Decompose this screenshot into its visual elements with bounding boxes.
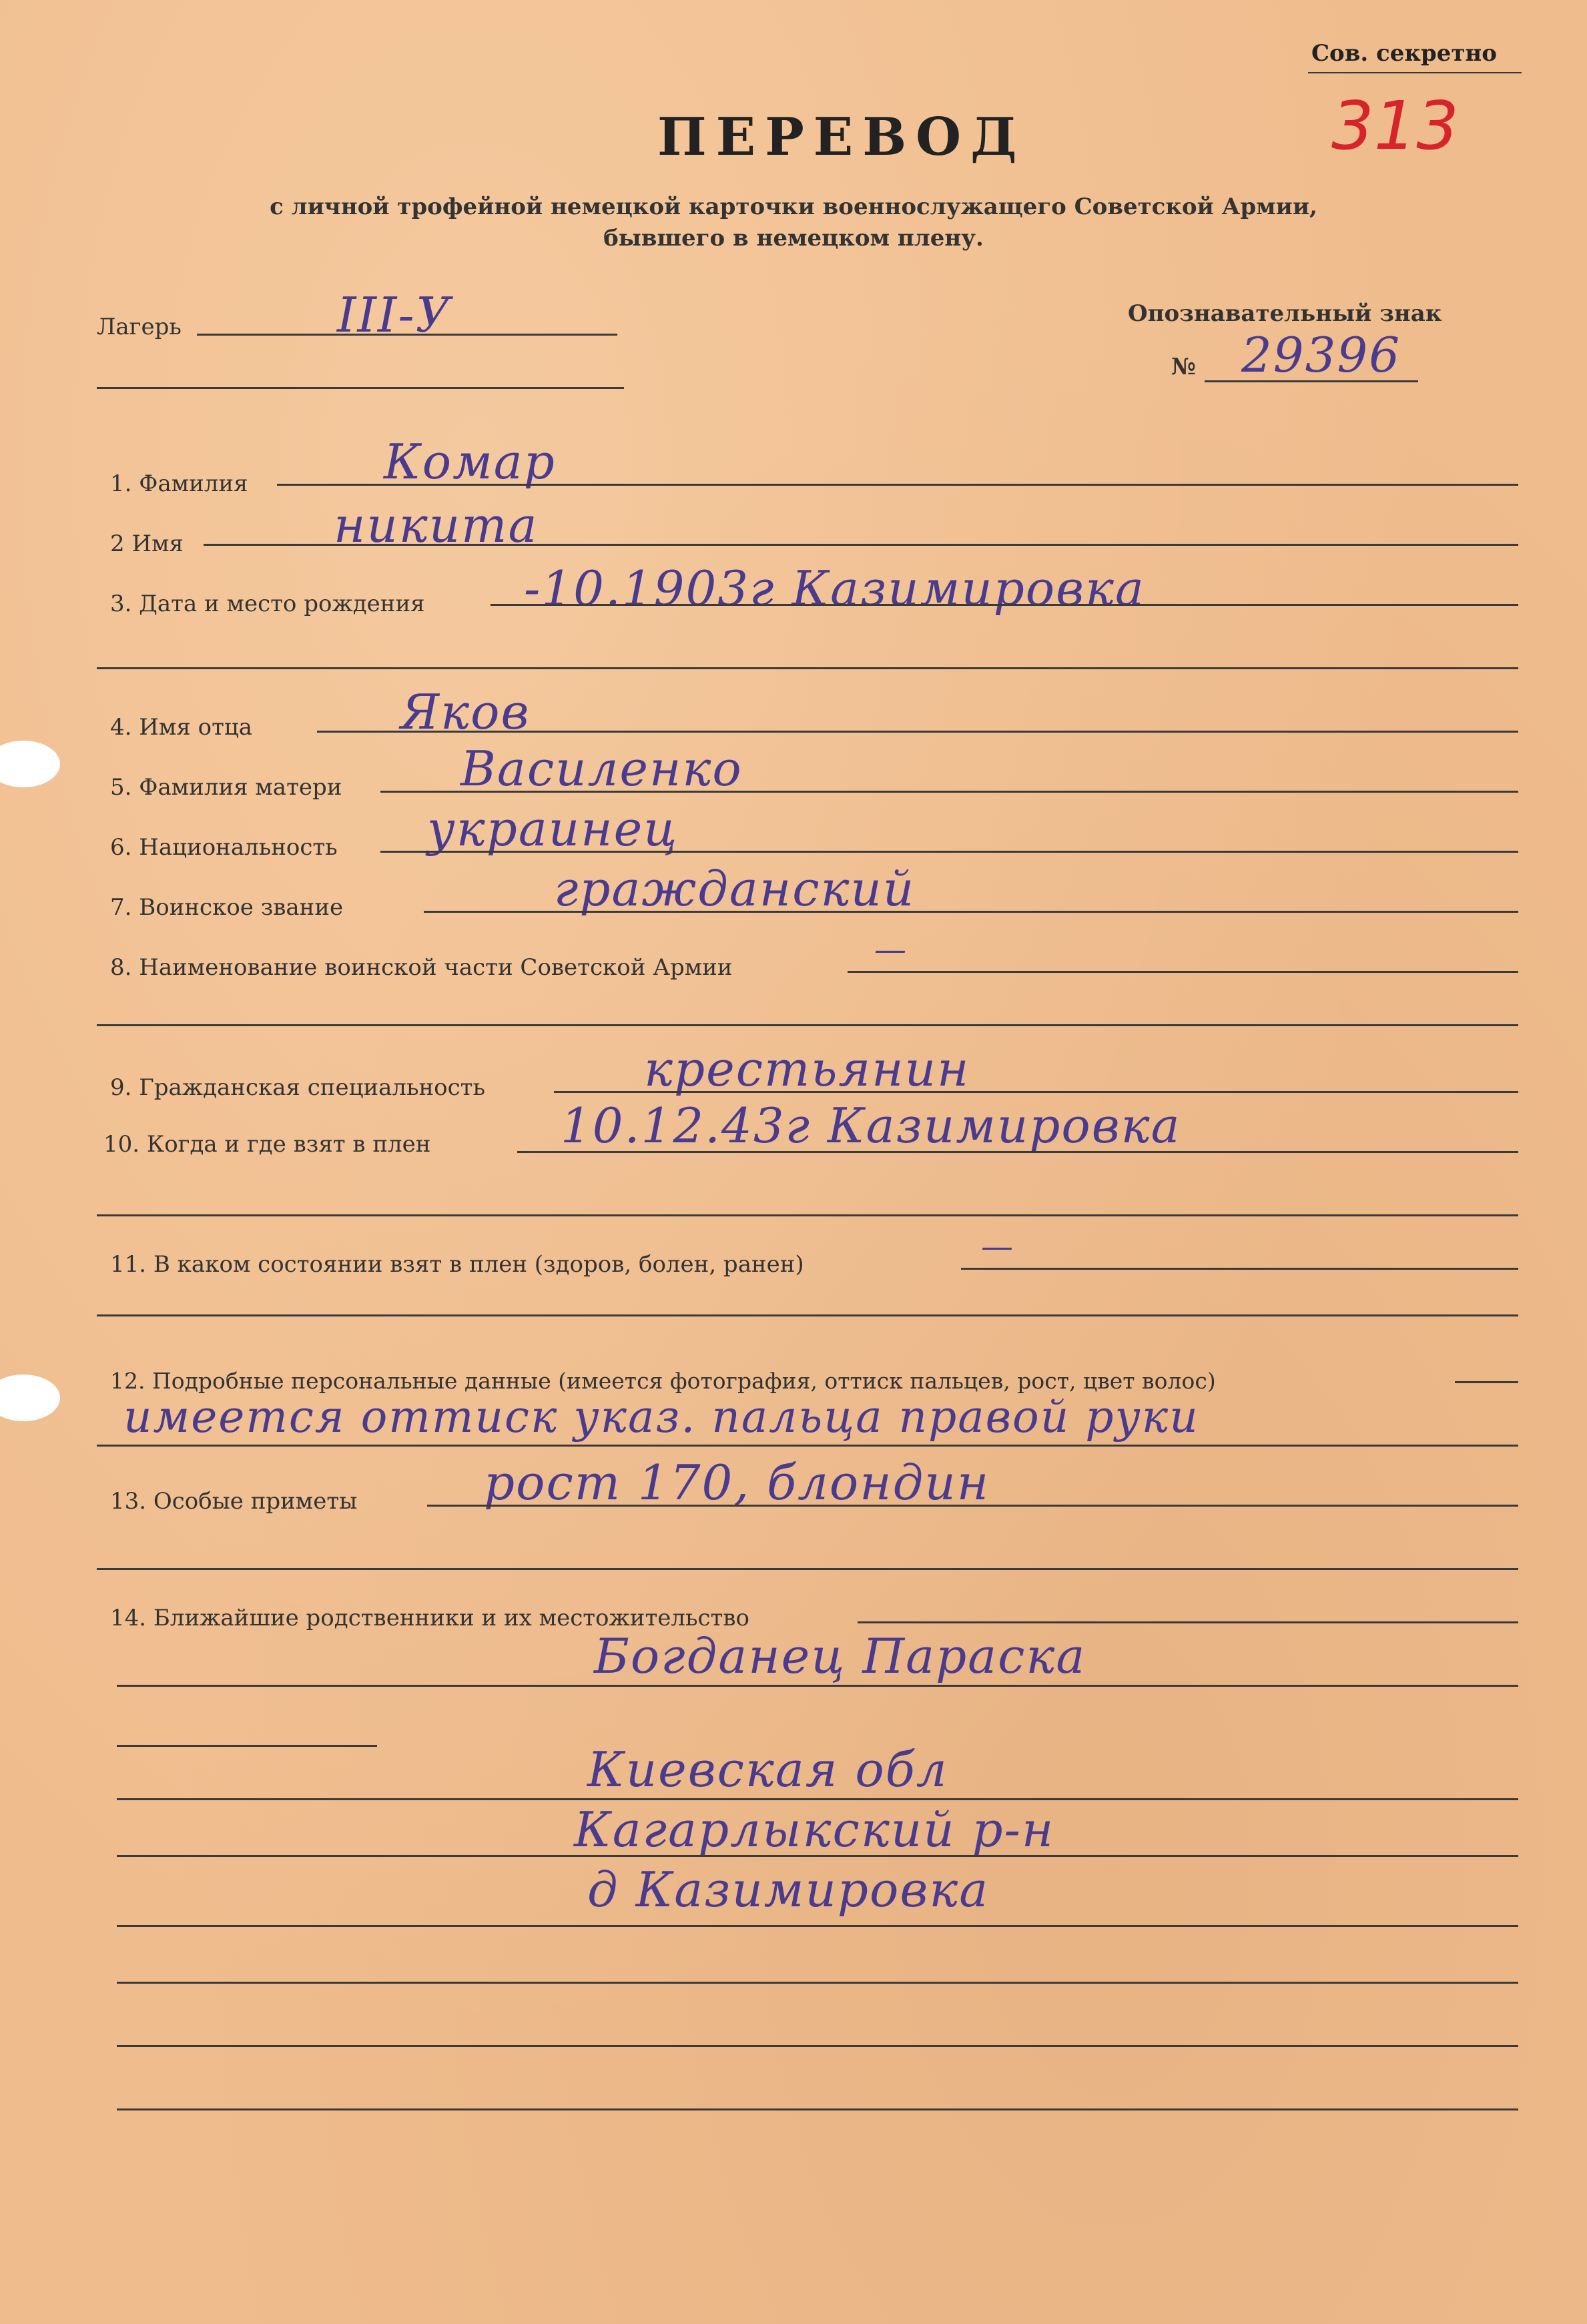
field-3-value: -10.1903г Казимировка <box>524 560 1145 617</box>
field-7-line <box>424 911 1518 913</box>
field-12-line-2 <box>97 1445 1518 1447</box>
field-11-value: — <box>981 1228 1014 1265</box>
field-10-line-2 <box>97 1214 1518 1216</box>
field-4-value: Яков <box>400 684 531 740</box>
field-4-label: 4. Имя отца <box>110 714 253 741</box>
punch-hole <box>0 741 60 787</box>
field-7-value: гражданский <box>554 861 916 917</box>
field-9-line <box>554 1091 1518 1093</box>
blank-line <box>117 2045 1518 2047</box>
field-8-line <box>848 971 1518 973</box>
field-3-line-2 <box>97 667 1518 669</box>
field-13-line <box>427 1505 1518 1507</box>
field-8-line-2 <box>97 1024 1518 1026</box>
field-14-line-5 <box>117 1855 1518 1857</box>
field-1-label: 1. Фамилия <box>110 470 248 497</box>
field-8-label: 8. Наименование воинской части Советской Армии <box>110 954 733 981</box>
field-11-line <box>961 1268 1518 1270</box>
camp-line-2 <box>97 387 624 389</box>
field-3-line <box>491 604 1518 606</box>
field-10-label: 10. Когда и где взят в плен <box>103 1131 431 1158</box>
field-12-value: имеется оттиск указ. пальца правой руки <box>123 1391 1199 1443</box>
field-5-line <box>380 791 1518 793</box>
punch-hole <box>0 1375 60 1421</box>
field-14-line-3a <box>117 1745 377 1747</box>
field-13-value: рост 170, блондин <box>484 1455 990 1511</box>
field-9-value: крестьянин <box>644 1041 970 1097</box>
camp-label: Лагерь <box>97 314 182 340</box>
camp-value: III-У <box>337 287 452 343</box>
field-5-value: Василенко <box>460 741 743 797</box>
id-tag-label: Опознавательный знак <box>1128 300 1442 327</box>
field-5-label: 5. Фамилия матери <box>110 774 342 801</box>
field-12-line <box>1455 1381 1518 1383</box>
subtitle-line-2: бывшего в немецком плену. <box>603 225 984 252</box>
field-11-line-2 <box>97 1314 1518 1316</box>
field-1-value: Комар <box>384 434 556 490</box>
field-10-line <box>517 1151 1518 1153</box>
field-1-line <box>277 484 1518 486</box>
field-11-label: 11. В каком состоянии взят в плен (здоров, болен, ранен) <box>110 1251 804 1278</box>
field-4-line <box>317 731 1518 733</box>
field-8-value: — <box>874 931 908 968</box>
classification-underline <box>1308 72 1522 73</box>
field-13-line-2 <box>97 1568 1518 1570</box>
file-number: 313 <box>1331 87 1459 165</box>
field-14-line-4 <box>117 1798 1518 1800</box>
id-tag-prefix: № <box>1171 354 1196 380</box>
field-14-address-1: Киевская обл <box>587 1741 948 1798</box>
field-14-address-2: Кагарлыкский р-н <box>574 1802 1055 1858</box>
field-12-label: 12. Подробные персональные данные (имеется фотография, оттиск пальцев, рост, цвет волос) <box>110 1368 1216 1394</box>
field-7-label: 7. Воинское звание <box>110 894 344 921</box>
field-6-label: 6. Национальность <box>110 834 338 861</box>
field-14-line-6 <box>117 1925 1518 1927</box>
camp-line <box>197 334 617 336</box>
field-9-label: 9. Гражданская специальность <box>110 1074 485 1101</box>
id-tag-line <box>1205 380 1418 382</box>
field-6-line <box>380 851 1518 853</box>
field-2-line <box>204 544 1518 546</box>
field-14-relative: Богданец Параска <box>594 1628 1086 1684</box>
blank-line <box>117 1982 1518 1984</box>
field-14-label: 14. Ближайшие родственники и их местожительство <box>110 1605 749 1631</box>
field-6-value: украинец <box>427 801 679 857</box>
field-13-label: 13. Особые приметы <box>110 1488 358 1515</box>
field-14-line-2 <box>117 1685 1518 1687</box>
page-title: ПЕРЕВОД <box>657 107 1026 167</box>
field-14-line <box>858 1621 1518 1623</box>
subtitle-line-1: с личной трофейной немецкой карточки военнослужащего Советской Армии, <box>270 193 1317 220</box>
field-2-label: 2 Имя <box>110 530 184 557</box>
field-14-address-3: д Казимировка <box>587 1862 990 1918</box>
field-10-value: 10.12.43г Казимировка <box>561 1098 1181 1154</box>
field-3-label: 3. Дата и место рождения <box>110 591 425 617</box>
field-2-value: никита <box>334 497 539 553</box>
id-tag-value: 29396 <box>1241 327 1401 383</box>
blank-line <box>117 2108 1518 2110</box>
classification-stamp: Сов. секретно <box>1311 40 1497 67</box>
